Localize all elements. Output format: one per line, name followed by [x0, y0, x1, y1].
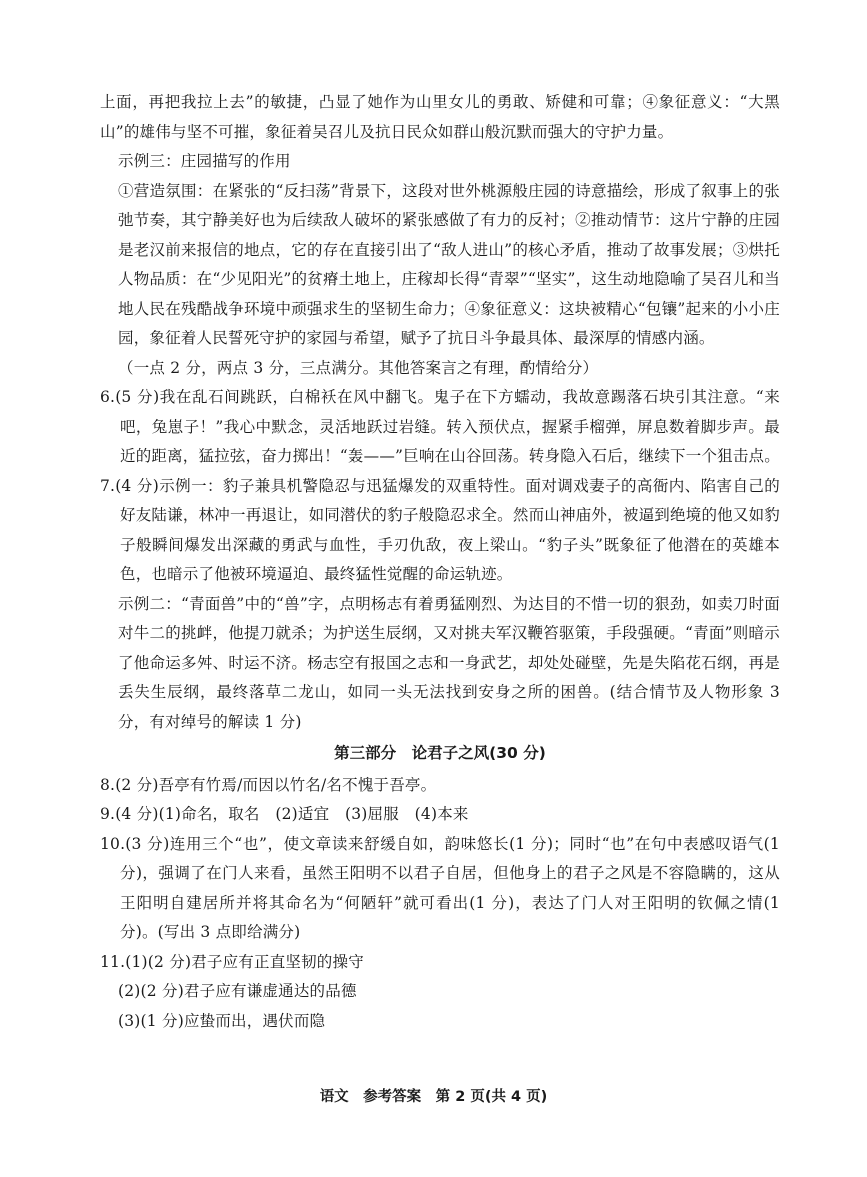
- answer-q7-example-two: 示例二：“青面兽”中的“兽”字，点明杨志有着勇猛刚烈、为达目的不惜一切的狠劲，如卖刀时面对牛二的挑衅，他提刀就杀；为护送生辰纲，又对挑夫军汉鞭笞驱策，手段强硬。“青面”则暗示了他命运多舛、时运不济。杨志空有报国之志和一身武艺，却处处碰壁，先是失陷花石纲，再是丢失生辰纲，最终落草二龙山，如同一头无法找到安身之所的困兽。(结合情节及人物形象 3 分，有对绰号的解读 1 分): [118, 594, 780, 731]
- scoring-note: （一点 2 分，两点 3 分，三点满分。其他答案言之有理，酌情给分）: [118, 358, 599, 377]
- answer-q10: 10.(3 分)连用三个“也”，使文章读来舒缓自如，韵味悠长(1 分)；同时“也”在句中表感叹语气(1 分)，强调了在门人来看，虽然王阳明不以君子自居，但他身上的君子之风是不容隐瞒的，这从王阳明自建居所并将其命名为“何陋轩”就可看出(1 分)，表达了门人对王阳明的钦佩之情(1 分)。(写出 3 点即给满分): [100, 834, 780, 941]
- answer-q6: 6.(5 分)我在乱石间跳跃，白棉袄在风中翻飞。鬼子在下方蠕动，我故意踢落石块引其注意。“来吧，兔崽子！”我心中默念，灵活地跃过岩缝。转入预伏点，握紧手榴弹，屏息数着脚步声。最近的距离，猛拉弦，奋力掷出！“轰——”巨响在山谷回荡。转身隐入石后，继续下一个狙击点。: [100, 388, 780, 465]
- paragraph-q5-continuation: 上面，再把我拉上去”的敏捷，凸显了她作为山里女儿的勇敢、矫健和可靠；④象征意义：“大黑山”的雄伟与坚不可摧，象征着吴召儿及抗日民众如群山般沉默而强大的守护力量。: [100, 93, 780, 141]
- answer-q8: 8.(2 分)吾亭有竹焉/而因以竹名/名不愧于吾亭。: [100, 775, 437, 794]
- page-content: [100, 88, 780, 1036]
- answer-q11-part1: 11.(1)(2 分)君子应有正直坚韧的操守: [100, 952, 364, 971]
- answer-q11-part2: (2)(2 分)君子应有谦虚通达的品德: [118, 982, 357, 1000]
- answer-q11-part3: (3)(1 分)应蛰而出，遇伏而隐: [118, 1011, 326, 1030]
- paragraph-manor-description: ①营造氛围：在紧张的“反扫荡”背景下，这段对世外桃源般庄园的诗意描绘，形成了叙事上的张弛节奏，其宁静美好也为后续敌人破坏的紧张感做了有力的反衬；②推动情节：这片宁静的庄园是老汉前来报信的地点，它的存在直接引出了“敌人进山”的核心矛盾，推动了故事发展；③烘托人物品质：在“少见阳光”的贫瘠土地上，庄稼却长得“青翠”“坚实”，这生动地隐喻了吴召儿和当地人民在残酷战争环境中顽强求生的坚韧生命力；④象征意义：这块被精心“包镶”起来的小小庄园，象征着人民誓死守护的家园与希望，赋予了抗日斗争最具体、最深厚的情感内涵。: [118, 181, 780, 347]
- answer-q9: 9.(4 分)(1)命名，取名 (2)适宜 (3)屈服 (4)本来: [100, 805, 469, 823]
- answer-q7-example-one: 7.(4 分)示例一：豹子兼具机警隐忍与迅猛爆发的双重特性。面对调戏妻子的高衙内、陷害自己的好友陆谦，林冲一再退让，如同潜伏的豹子般隐忍求全。然而山神庙外，被逼到绝境的他又如豹子般瞬间爆发出深藏的勇武与血性，手刃仇敌，夜上梁山。“豹子头”既象征了他潜在的英雄本色，也暗示了他被环境逼迫、最终猛性觉醒的命运轨迹。: [100, 476, 780, 583]
- section-heading-part-three: 第三部分 论君子之风(30 分): [334, 744, 546, 762]
- example-three-heading: 示例三：庄园描写的作用: [118, 152, 291, 170]
- page-footer: 语文 参考答案 第 2 页(共 4 页): [319, 1089, 548, 1105]
